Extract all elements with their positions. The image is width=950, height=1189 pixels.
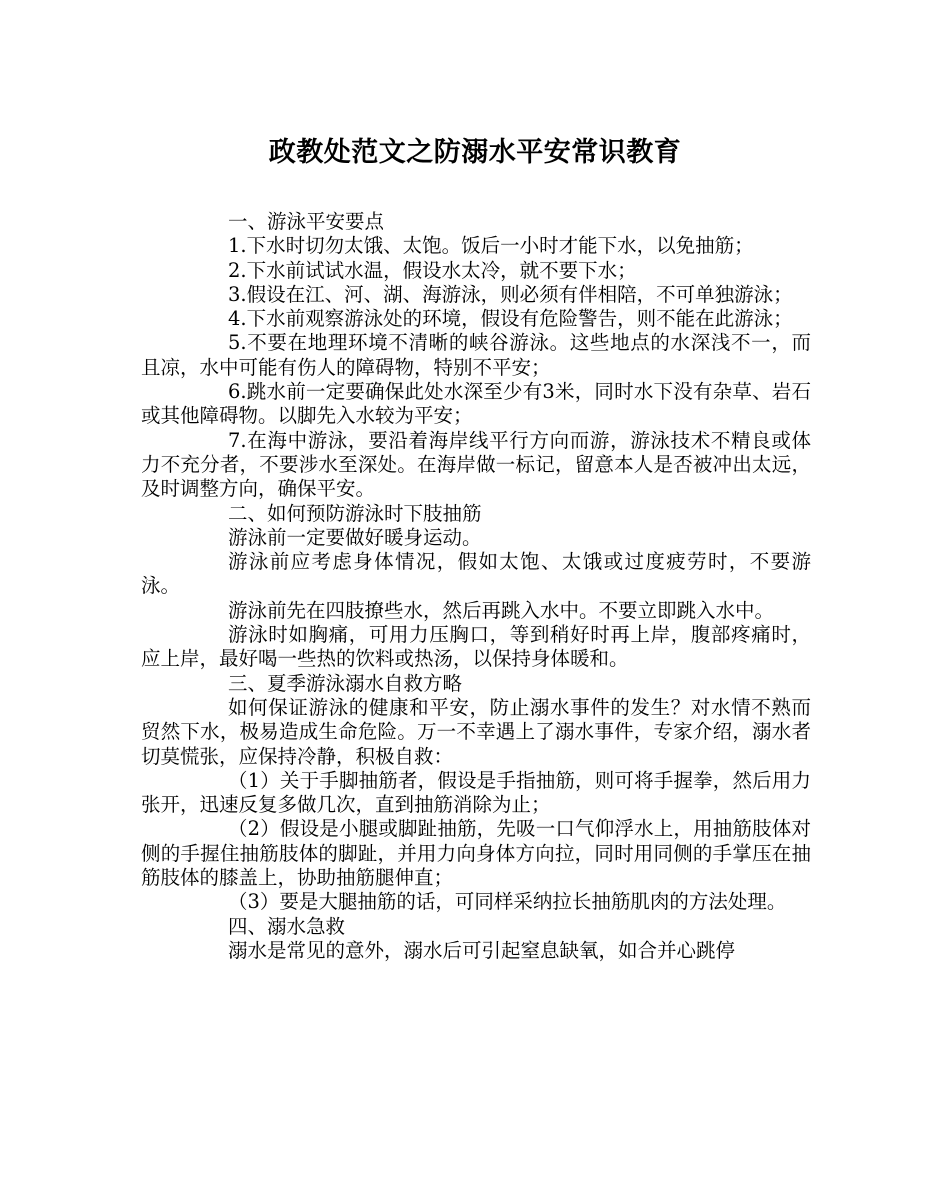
section-heading-3: 三、夏季游泳溺水自救方略 — [228, 671, 463, 695]
list-item: 7.在海中游泳，要沿着海岸线平行方向而游，游泳技术不精良或体力不充分者，不要涉水至深处。在海岸做一标记，留意本人是否被冲出太远，及时调整方向，确保平安。 — [141, 428, 811, 501]
section-heading-1: 一、游泳平安要点 — [228, 210, 385, 233]
section-heading-2: 二、如何预防游泳时下肢抽筋 — [228, 501, 482, 525]
list-item: （1）关于手脚抽筋者，假设是手指抽筋，则可将手握拳，然后用力张开，迅速反复多做几次，直到抽筋消除为止； — [141, 768, 811, 817]
paragraph: 游泳前一定要做好暖身运动。 — [228, 525, 482, 549]
paragraph: 游泳前先在四肢撩些水，然后再跳入水中。不要立即跳入水中。 — [228, 598, 775, 622]
section-heading-4: 四、溺水急救 — [228, 914, 346, 938]
list-item: 3.假设在江、河、湖、海游泳，则必须有伴相陪，不可单独游泳； — [228, 282, 793, 306]
paragraph: 游泳时如胸痛，可用力压胸口，等到稍好时再上岸，腹部疼痛时，应上岸，最好喝一些热的饮料或热汤，以保持身体暖和。 — [141, 623, 811, 671]
page-title: 政教处范文之防溺水平安常识教育 — [268, 137, 682, 168]
list-item: （3）要是大腿抽筋的话，可同样采纳拉长抽筋肌肉的方法处理。 — [228, 890, 787, 914]
paragraph: 如何保证游泳的健康和平安，防止溺水事件的发生？对水情不熟而贸然下水，极易造成生命危险。万一不幸遇上了溺水事件，专家介绍，溺水者切莫慌张，应保持冷静，积极自救： — [141, 695, 811, 768]
paragraph: 溺水是常见的意外，溺水后可引起窒息缺氧，如合并心跳停 — [228, 938, 736, 962]
list-item: 1.下水时切勿太饿、太饱。饭后一小时才能下水，以免抽筋； — [228, 234, 754, 258]
list-item: 6.跳水前一定要确保此处水深至少有3米，同时水下没有杂草、岩石或其他障碍物。以脚先入水较为平安； — [141, 380, 811, 428]
document-body — [141, 210, 811, 963]
list-item: 2.下水前试试水温，假设水太冷，就不要下水； — [228, 258, 637, 282]
list-item: 5.不要在地理环境不清晰的峡谷游泳。这些地点的水深浅不一，而且凉，水中可能有伤人的障碍物，特别不平安； — [141, 331, 811, 379]
list-item: 4.下水前观察游泳处的环境，假设有危险警告，则不能在此游泳； — [228, 307, 793, 331]
list-item: （2）假设是小腿或脚趾抽筋，先吸一口气仰浮水上，用抽筋肢体对侧的手握住抽筋肢体的脚趾，并用力向身体方向拉，同时用同侧的手掌压在抽筋肢体的膝盖上，协助抽筋腿伸直； — [141, 817, 811, 890]
paragraph: 游泳前应考虑身体情况，假如太饱、太饿或过度疲劳时，不要游泳。 — [141, 550, 811, 598]
